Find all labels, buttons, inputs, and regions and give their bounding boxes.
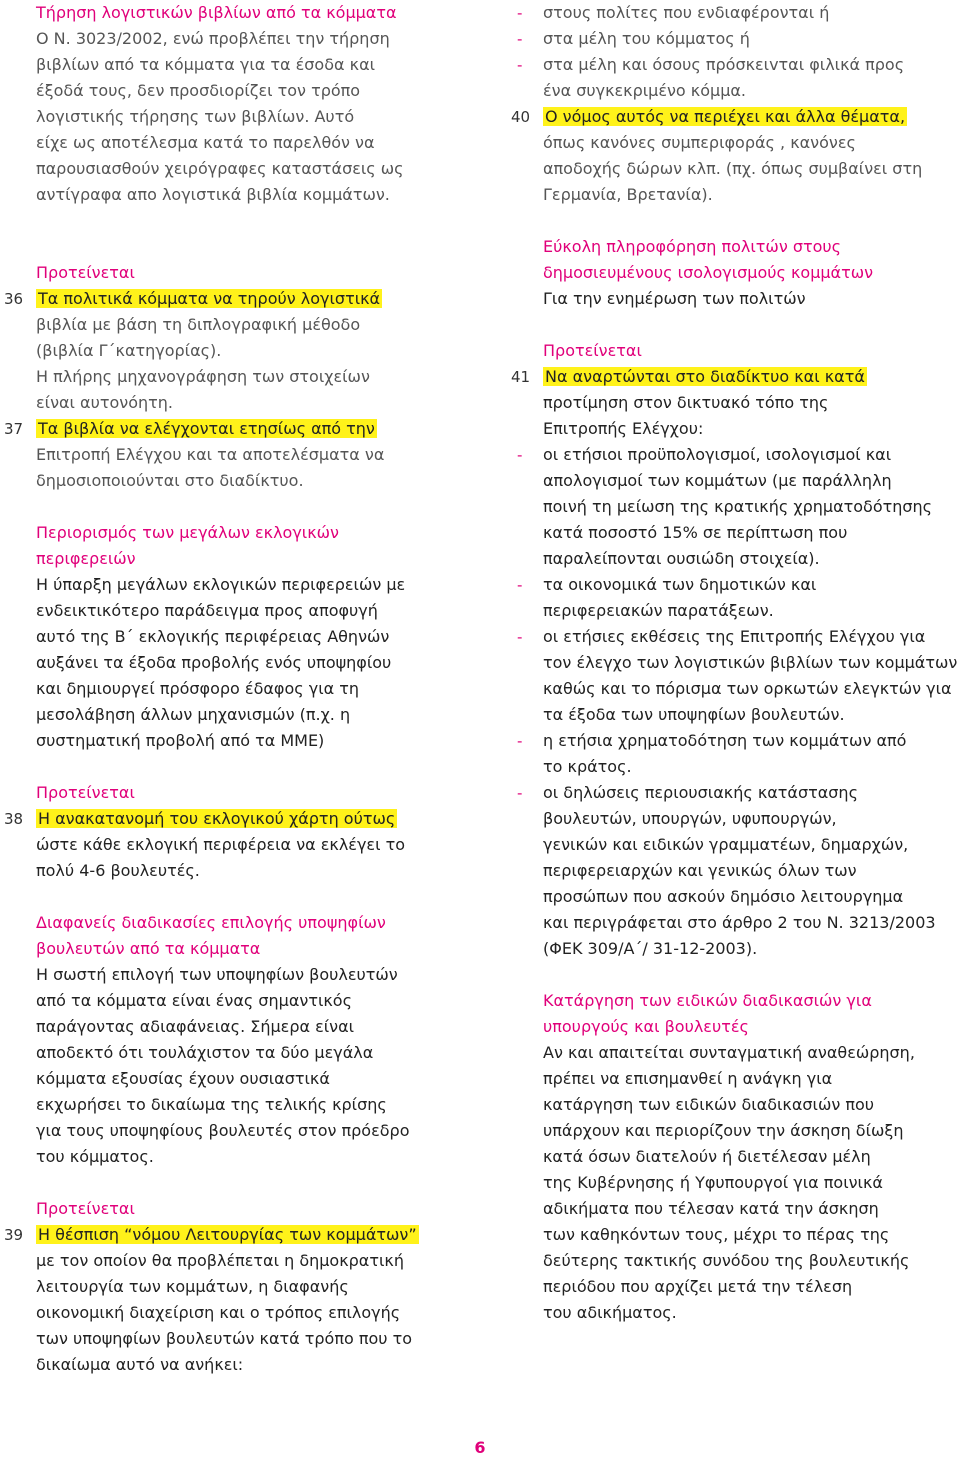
proposal-heading: Προτείνεται	[36, 1199, 135, 1218]
bullet-line: γενικών και ειδικών γραμματέων, δημαρχών,	[543, 835, 909, 854]
paragraph-line: της Κυβέρνησης ή Υφυπουργοί για ποινικά	[543, 1173, 883, 1192]
proposal-number: 38	[4, 810, 24, 828]
section-title: Κατάργηση των ειδικών διαδικασιών για	[543, 991, 872, 1010]
paragraph-line: Αν και απαιτείται συνταγματική αναθεώρηση,	[543, 1043, 915, 1062]
bullet-line: καθώς και το πόρισμα των ορκωτών ελεγκτών για	[543, 679, 952, 698]
bullet-line: στα μέλη του κόμματος ή	[543, 29, 750, 48]
highlighted-proposal: Να αναρτώνται στο διαδίκτυο και κατά	[545, 367, 865, 386]
bullet-line: κατά ποσοστό 15% σε περίπτωση που	[543, 523, 848, 542]
paragraph-line: αυτό της Β΄ εκλογικής περιφέρειας Αθηνών	[36, 627, 390, 646]
bullet-line: προσώπων που ασκούν δημόσιο λειτουργημα	[543, 887, 904, 906]
paragraph-line: ώστε κάθε εκλογική περιφέρεια να εκλέγει το	[36, 835, 405, 854]
paragraph-line: οικονομική διαχείριση και ο τρόπος επιλογής	[36, 1303, 401, 1322]
paragraph-line: υπάρχουν και περιορίζουν την άσκηση δίωξη	[543, 1121, 904, 1140]
bullet-line: στα μέλη και όσους πρόσκειvται φιλικά προς	[543, 55, 905, 74]
proposal-number: 36	[4, 290, 24, 308]
proposal-number: 39	[4, 1226, 24, 1244]
bullet-dash-icon: -	[517, 784, 523, 802]
paragraph-line: εκχωρήσει το δικαίωμα της τελικής κρίσης	[36, 1095, 387, 1114]
proposal-37	[4, 416, 476, 494]
section-subtitle: Για την ενημέρωση των πολιτών	[543, 289, 806, 308]
paragraph-line: Η ύπαρξη μεγάλων εκλογικών περιφερειών με	[36, 575, 406, 594]
paragraph-line: συστηματική προβολή από τα ΜΜΕ)	[36, 731, 325, 750]
paragraph-line: παρουσιασθούν χειρόγραφες καταστάσεις ως	[36, 159, 404, 178]
bullet-line: και περιγράφεται στο άρθρο 2 του Ν. 3213/2003	[543, 913, 936, 932]
bullet-line: οι δηλώσεις περιουσιακής κατάστασης	[543, 783, 858, 802]
paragraph-line: βιβλία με βάση τη διπλογραφική μέθοδο	[36, 315, 361, 334]
paragraph-line: Η σωστή επιλογή των υποψηφίων βουλευτών	[36, 965, 398, 984]
paragraph-line: Ο Ν. 3023/2002, ενώ προβλέπει την τήρηση	[36, 29, 390, 48]
highlighted-proposal: Ο νόμος αυτός να περιέχει και άλλα θέματα,	[545, 107, 906, 126]
paragraph-line: αποδεκτό ότι τουλάχιστον τα δύο μεγάλα	[36, 1043, 374, 1062]
paragraph-line: αδικήματα που τέλεσαν κατά την άσκηση	[543, 1199, 879, 1218]
bullet-dash-icon: -	[517, 446, 523, 464]
bullet-line: παραλείπονται ουσιώδη στοιχεία).	[543, 549, 820, 568]
section-title: Τήρηση λογιστικών βιβλίων από τα κόμματα	[36, 3, 397, 22]
paragraph-line: αντίγραφα απο λογιστικά βιβλία κομμάτων.	[36, 185, 390, 204]
bullet-dash-icon: -	[517, 56, 523, 74]
highlighted-proposal: Η ανακατανομή του εκλογικού χάρτη ούτως	[38, 809, 396, 828]
paragraph-line: κατάργηση των ειδικών διαδικασιών που	[543, 1095, 875, 1114]
bullet-dash-icon: -	[517, 628, 523, 646]
paragraph-line: παράγοντας αδιαφάνειας. Σήμερα είναι	[36, 1017, 355, 1036]
paragraph-line: λειτουργία των κομμάτων, η διαφανής	[36, 1277, 349, 1296]
paragraph-line: δημοσιοποιούνται στο διαδίκτυο.	[36, 471, 304, 490]
paragraph-line: Γερμανία, Βρετανία).	[543, 185, 713, 204]
paragraph-line: είναι αυτονόητη.	[36, 393, 173, 412]
paragraph-line: των καθηκόντων τους, μέχρι το πέρας της	[543, 1225, 890, 1244]
highlighted-proposal: Τα βιβλία να ελέγχονται ετησίως από την	[38, 419, 375, 438]
paragraph-line: Η πλήρης μηχανογράφηση των στοιχείων	[36, 367, 370, 386]
paragraph-line: πρέπει να επισημανθεί η ανάγκη για	[543, 1069, 833, 1088]
paragraph-line: περιόδου που αρχίζει μετά την τέλεση	[543, 1277, 853, 1296]
highlighted-proposal: Η θέσπιση “νόμου Λειτουργίας των κομμάτων”	[38, 1225, 417, 1244]
paragraph-line: κατά όσων διατελούν ή διετέλεσαν μέλη	[543, 1147, 871, 1166]
bullet-item	[517, 624, 960, 728]
proposal-39	[4, 1222, 476, 1378]
paragraph-line: προτίμηση στον δικτυακό τόπο της	[543, 393, 829, 412]
bullet-dash-icon: -	[517, 4, 523, 22]
paragraph-line: δικαίωμα αυτό να ανήκει:	[36, 1355, 244, 1374]
bullet-line: περιφερειαρχών και γενικώς όλων των	[543, 861, 857, 880]
bullet-dash-icon: -	[517, 576, 523, 594]
paragraph-line: δεύτερης τακτικής συνόδου της βουλευτικής	[543, 1251, 910, 1270]
paragraph-line: για τους υποψηφίους βουλευτές στον πρόεδρο	[36, 1121, 410, 1140]
paragraph-line: των υποψηφίων βουλευτών κατά τρόπο που το	[36, 1329, 413, 1348]
section-title: περιφερειών	[36, 549, 136, 568]
section-title: Εύκολη πληροφόρηση πολιτών στους	[543, 237, 842, 256]
bullet-line: τον έλεγχο των λογιστικών βιβλίων των κομμάτων	[543, 653, 958, 672]
bullet-item	[517, 52, 960, 104]
paragraph-line: και δημιουργεί πρόσφορο έδαφος για τη	[36, 679, 360, 698]
bullet-line: οι ετήσιοι προϋπολογισμοί, ισολογισμοί και	[543, 445, 892, 464]
bullet-line: οι ετήσιες εκθέσεις της Επιτροπής Ελέγχου για	[543, 627, 926, 646]
paragraph-line: βιβλίων από τα κόμματα για τα έσοδα και	[36, 55, 376, 74]
bullet-line: (ΦΕΚ 309/Α΄/ 31-12-2003).	[543, 939, 758, 958]
intro-section	[36, 0, 476, 208]
proposal-heading: Προτείνεται	[36, 783, 135, 802]
right-column	[511, 0, 960, 1326]
section-title: δημοσιευμένους ισολογισμούς κομμάτων	[543, 263, 874, 282]
section-title: Περιορισμός των μεγάλων εκλογικών	[36, 523, 339, 542]
page-number: 6	[474, 1438, 486, 1457]
bullet-line: το κράτος.	[543, 757, 632, 776]
bullet-item	[517, 26, 960, 52]
bullet-line: βουλευτών, υπουργών, υφυπουργών,	[543, 809, 837, 828]
paragraph-line: κόμματα εξουσίας έχουν ουσιαστικά	[36, 1069, 330, 1088]
paragraph-line: όπως κανόνες συμπεριφοράς , κανόνες	[543, 133, 856, 152]
bullet-line: απολογισμοί των κομμάτων (με παράλληλη	[543, 471, 892, 490]
proposal-36	[4, 286, 476, 416]
proposal-40	[511, 104, 960, 208]
paragraph-line: του κόμματος.	[36, 1147, 154, 1166]
proposal-number: 41	[511, 368, 531, 386]
bullet-line: ποινή τη μείωση της κρατικής χρηματοδότησης	[543, 497, 933, 516]
paragraph-line: αποδοχής δώρων κλπ. (πχ. όπως συμβαίνει στη	[543, 159, 923, 178]
paragraph-line: είχε ως αποτέλεσμα κατά το παρελθόν να	[36, 133, 375, 152]
proposal-38	[4, 806, 476, 884]
proposal-number: 37	[4, 420, 24, 438]
bullet-line: τα οικονομικά των δημοτικών και	[543, 575, 817, 594]
paragraph-line: (βιβλία Γ΄κατηγορίας).	[36, 341, 222, 360]
section-title: Διαφανείς διαδικασίες επιλογής υποψηφίων	[36, 913, 386, 932]
proposal-number: 40	[511, 108, 531, 126]
paragraph-line: λογιστικής τήρησης των βιβλίων. Αυτό	[36, 107, 355, 126]
bullet-line: στους πολίτες που ενδιαφέρονται ή	[543, 3, 830, 22]
paragraph-line: του αδικήματος.	[543, 1303, 677, 1322]
bullet-line: η ετήσια χρηματοδότηση των κομμάτων από	[543, 731, 907, 750]
paragraph-line: έξοδά τους, δεν προσδιορίζει τον τρόπο	[36, 81, 361, 100]
proposal-heading: Προτείνεται	[543, 341, 642, 360]
paragraph-line: από τα κόμματα είναι ένας σημαντικός	[36, 991, 352, 1010]
bullet-item	[517, 780, 960, 962]
paragraph-line: μεσολάβηση άλλων μηχανισμών (π.χ. η	[36, 705, 351, 724]
paragraph-line: ενδεικτικότερο παράδειγμα προς αποφυγή	[36, 601, 378, 620]
bullet-line: τα έξοδα των υποψηφίων βουλευτών.	[543, 705, 845, 724]
paragraph-line: με τον οποίον θα προβλέπεται η δημοκρατική	[36, 1251, 404, 1270]
proposal-heading: Προτείνεται	[36, 263, 135, 282]
bullet-line: ένα συγκεκριμένο κόμμα.	[543, 81, 747, 100]
paragraph-line: Επιτροπής Ελέγχου:	[543, 419, 704, 438]
bullet-line: περιφερειακών παρατάξεων.	[543, 601, 774, 620]
bullet-dash-icon: -	[517, 30, 523, 48]
bullet-item	[517, 728, 960, 780]
bullet-item	[517, 572, 960, 624]
proposal-41	[511, 364, 960, 442]
paragraph-line: Επιτροπή Ελέγχου και τα αποτελέσματα να	[36, 445, 385, 464]
bullet-item	[517, 0, 960, 26]
section-title: υπουργούς και βουλευτές	[543, 1017, 749, 1036]
highlighted-proposal: Τα πολιτικά κόμματα να τηρούν λογιστικά	[38, 289, 381, 308]
bullet-item	[517, 442, 960, 572]
paragraph-line: αυξάνει τα έξοδα προβολής ενός υποψηφίου	[36, 653, 392, 672]
section-title: βουλευτών από τα κόμματα	[36, 939, 261, 958]
paragraph-line: πολύ 4-6 βουλευτές.	[36, 861, 200, 880]
bullet-dash-icon: -	[517, 732, 523, 750]
left-column	[4, 0, 476, 1378]
